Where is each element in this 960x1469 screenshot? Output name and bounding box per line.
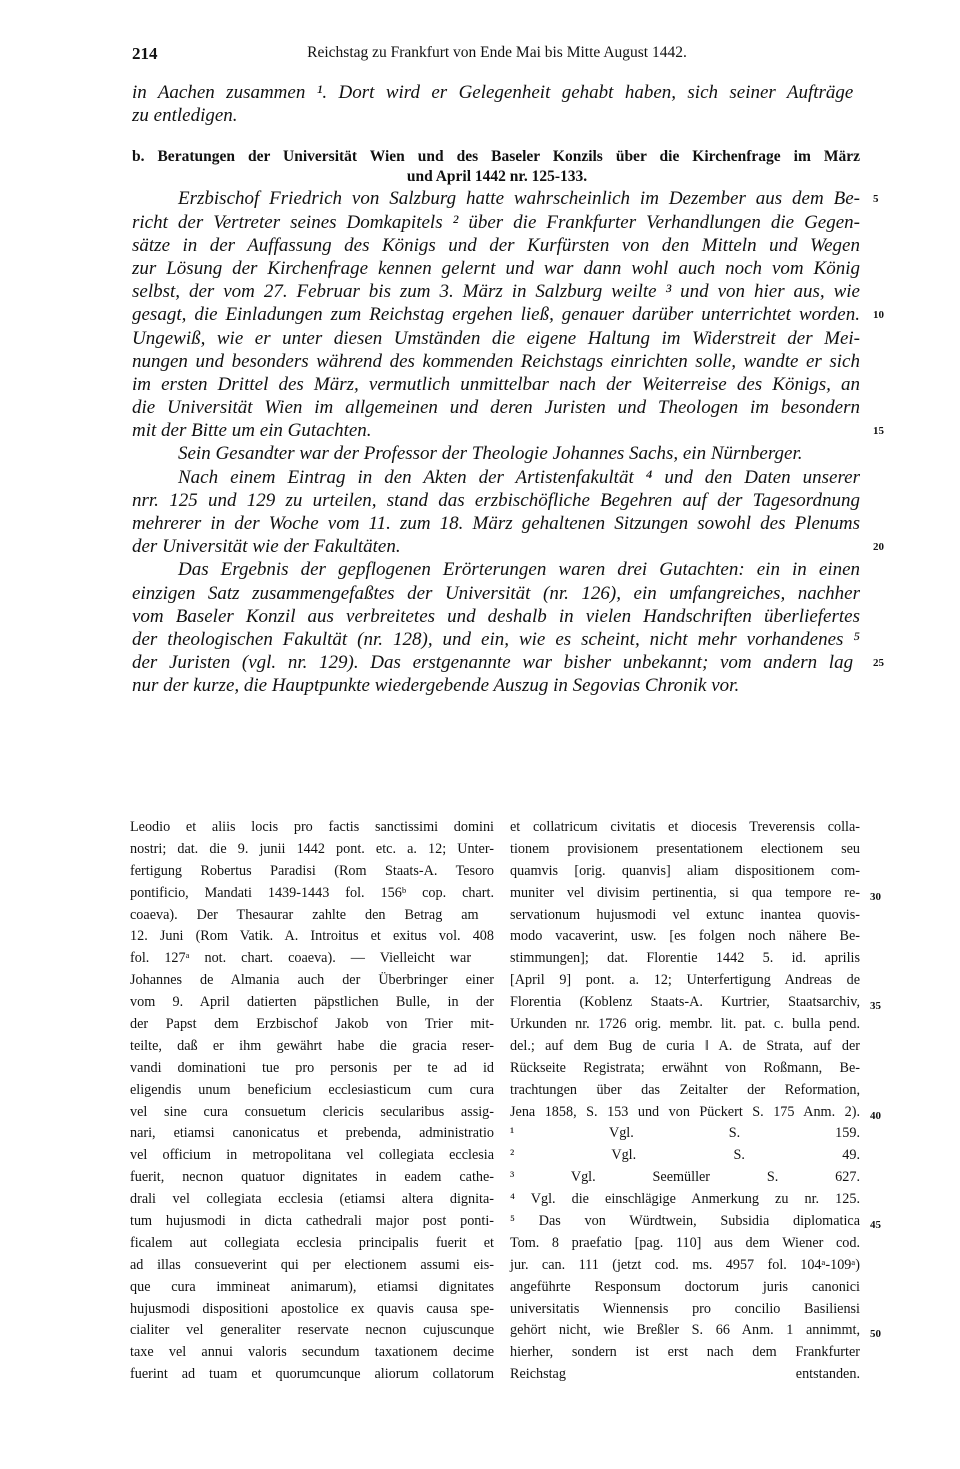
main-lines-line — [132, 535, 884, 558]
main-lines-line — [132, 104, 862, 127]
footnotes-right-line — [510, 1233, 862, 1255]
footnotes-right-line — [510, 1364, 862, 1386]
line-text: in Aachen zusammen ¹. Dort wird er Gelegenheit gehabt haben, sich seiner Aufträge — [132, 82, 854, 103]
footnotes-right-line — [510, 1255, 862, 1277]
line-text: Leodio et aliis locis pro factis sanctissimi domini — [130, 819, 494, 835]
line-text: cialiter vel generaliter reservate necnon cujuscunque — [130, 1322, 494, 1339]
line-text: quamvis [orig. quanvis] aliam dispositionem com- — [510, 862, 860, 879]
line-text: nostri; dat. die 9. junii 1442 pont. etc. a. 12; Unter- — [130, 840, 494, 857]
main-lines-line — [132, 327, 862, 350]
main-lines-line — [132, 187, 879, 210]
line-text: ⁴ Vgl. die einschlägige Anmerkung zu nr. 125. — [510, 1191, 860, 1208]
line-text: fuerint ad tuam et quorumcunque aliorum collatorum — [130, 1366, 494, 1383]
line-text: vom 9. April datierten päpstlichen Bulle, in der — [130, 994, 494, 1011]
line-text: der theologischen Fakultät (nr. 128), und ein, wie es scheint, nicht mehr vorhandenes ⁵ — [132, 628, 860, 650]
line-text: ad illas consueverint qui per electionem assumi eis- — [130, 1256, 494, 1273]
footnotes-left-line — [130, 883, 496, 905]
line-text: pontificio, Mandati 1439-1443 fol. 156ᵇ cop. chart. — [130, 884, 494, 901]
footnotes-left-line — [130, 992, 496, 1014]
line-text: hierher, sondern ist erst nach dem Frankfurter — [510, 1344, 860, 1361]
footnotes-right-line — [510, 839, 862, 861]
footnotes-left-line — [130, 1167, 496, 1189]
line-text: zur Lösung der Kirchenfrage kennen gelernt und war dann wohl auch noch vom König — [132, 257, 860, 279]
line-text: servationum hujusmodi vel extunc inantea quovis- — [510, 906, 860, 923]
line-text: stimmungen]; dat. Florentie 1442 5. id. aprilis — [510, 950, 860, 967]
footnotes-left-line — [130, 948, 496, 970]
footnotes-left-line — [130, 1080, 496, 1102]
line-text: zu entledigen. — [132, 105, 238, 127]
line-text: drali vel collegiata ecclesia (etiamsi altera dignita- — [130, 1191, 494, 1208]
line-text: Urkunden nr. 1726 orig. membr. lit. pat. c. bulla pend. — [510, 1016, 860, 1033]
page-header — [132, 44, 862, 66]
footnotes-right-line — [510, 1080, 862, 1102]
line-text: vandi dominationi tue pro personis per te ad id — [130, 1059, 494, 1076]
line-text: nrr. 125 und 129 zu urteilen, stand das erzbischöfliche Begehren auf der Tagesordnung — [132, 489, 860, 511]
running-title: Reichstag zu Frankfurt von Ende Mai bis Mitte August 1442. — [307, 44, 687, 61]
footnotes-left-line — [130, 861, 496, 883]
footnotes-left-line — [130, 1145, 496, 1167]
footnotes-left-line — [130, 1277, 496, 1299]
main-lines-line — [132, 211, 862, 234]
line-text: nur der kurze, die Hauptpunkte wiedergebende Auszug in Segovias Chronik vor. — [132, 675, 740, 697]
line-text: muniter vel divisim pertinentia, si qua tempore re- — [510, 884, 860, 901]
line-text: Reichstag entstanden. — [510, 1366, 860, 1383]
line-text: 12. Juni (Rom Vatik. A. Introitus et exitus vol. 408 — [130, 928, 494, 945]
line-text: trachtungen über das Zeitalter der Reformation, — [510, 1081, 860, 1098]
footnotes-left-column — [130, 817, 496, 1386]
line-text: taxe vel annui valoris secundum taxationem decime — [130, 1344, 494, 1361]
line-number: 40 — [870, 1109, 881, 1122]
line-number: 50 — [870, 1328, 881, 1341]
line-text: und April 1442 nr. 125-133. — [406, 168, 588, 186]
line-text: Nach einem Eintrag in den Akten der Artistenfakultät ⁴ und den Daten unserer — [178, 466, 860, 488]
footnotes-right-line — [510, 883, 881, 905]
line-text: Rückseite Registrata; erwähnt von Roßmann, Be- — [510, 1059, 860, 1076]
line-number: 45 — [870, 1219, 881, 1232]
footnotes-right-line — [510, 1036, 862, 1058]
footnotes-right-line — [510, 1145, 862, 1167]
line-text: ficalem aut collegiata ecclesia principalis fuerit et — [130, 1234, 494, 1251]
main-lines-line — [132, 674, 862, 697]
main-lines-line — [132, 582, 862, 605]
main-lines-line — [132, 396, 862, 419]
line-number: 10 — [873, 309, 884, 322]
footnotes-right-line — [510, 1342, 862, 1364]
main-lines-line — [132, 234, 862, 257]
line-number: 30 — [870, 890, 881, 903]
line-text: vel officium in metropolitana vel collegiata ecclesia — [130, 1147, 494, 1164]
line-text: Ungewiß, wie er unter diesen Umständen die eigene Haltung im Widerstreit der Mei- — [132, 327, 860, 349]
footnotes-right-line — [510, 1123, 862, 1145]
footnotes-left-line — [130, 1320, 496, 1342]
line-text: del.; auf dem Bug de curia ‖ A. de Strata, auf der — [510, 1037, 860, 1054]
footnotes-left-line — [130, 970, 496, 992]
line-text: teilte, daß er ihm gewährt habe die gracia reser- — [130, 1037, 494, 1054]
footnotes-right-line — [510, 1277, 862, 1299]
line-number: 25 — [873, 657, 884, 670]
line-number: 15 — [873, 425, 884, 438]
main-lines-line — [132, 280, 862, 303]
line-text: vom Baseler Konzil aus verbreitetes und deshalb in vielen Handschriften überliefertes — [132, 605, 860, 627]
line-text: et collatricum civitatis et diocesis Treverensis colla- — [510, 819, 860, 835]
line-text: fuerit, necnon quatuor dignitates in eadem cathe- — [130, 1169, 494, 1186]
footnotes-right-line — [510, 1320, 881, 1342]
line-text: die Universität Wien im allgemeinen und deren Juristen und Theologen im besondern — [132, 397, 860, 419]
line-text: que cura immineat animarum), etiamsi dignitates — [130, 1278, 494, 1295]
footnotes-left-line — [130, 1189, 496, 1211]
main-lines-line — [132, 147, 862, 167]
main-lines-line — [132, 373, 862, 396]
line-number: 20 — [873, 541, 884, 554]
line-text: Jena 1858, S. 153 und von Pückert S. 175 Anm. 2). — [510, 1103, 860, 1120]
main-lines-line — [132, 512, 862, 535]
main-lines-line — [132, 442, 862, 465]
line-text: gehört nicht, wie Breßler S. 66 Anm. 1 annimmt, — [510, 1322, 860, 1339]
line-text: selbst, der vom 27. Februar bis zum 3. März in Salzburg weilte ³ und von hier aus, wie — [132, 281, 860, 303]
footnotes-right-line — [510, 1102, 881, 1124]
main-lines-line — [132, 303, 884, 326]
line-text: tum hujusmodi in dicta cathedrali major post ponti- — [130, 1213, 494, 1230]
main-text — [132, 81, 884, 698]
line-text: nari, etiamsi canonicatus et prebenda, administratio — [130, 1125, 494, 1142]
footnotes-right-line — [510, 992, 881, 1014]
line-text: mehrerer in der Woche vom 11. zum 18. März gehaltenen Sitzungen sowohl des Plenums — [132, 513, 860, 534]
line-text: Sein Gesandter war der Professor der Theologie Johannes Sachs, ein Nürnberger. — [178, 443, 803, 465]
line-text: fertigung Robertus Paradisi (Rom Staats-A. Tesoro — [130, 862, 494, 879]
line-text: der Juristen (vgl. nr. 129). Das erstgenannte war bisher unbekannt; vom andern lag — [132, 652, 854, 674]
main-lines-line — [132, 81, 862, 104]
line-text: Tom. 8 praefatio [pag. 110] aus dem Wiener cod. — [510, 1234, 860, 1251]
footnotes-left-line — [130, 1123, 496, 1145]
footnotes-left-line — [130, 1364, 496, 1386]
line-number: 5 — [873, 193, 879, 206]
main-lines-line — [132, 628, 862, 651]
footnotes-left-line — [130, 1036, 496, 1058]
line-text: im ersten Drittel des März, vermutlich unmittelbar nach der Weiterreise des Königs, an — [132, 373, 860, 395]
footnotes-right-line — [510, 1058, 862, 1080]
footnotes-right-line — [510, 1211, 881, 1233]
line-text: universitatis Wiennensis pro concilio Basiliensi — [510, 1300, 860, 1317]
footnotes-left-line — [130, 1255, 496, 1277]
footnotes-left-line — [130, 1014, 496, 1036]
line-text: der Papst dem Erzbischof Jakob von Trier mit- — [130, 1016, 494, 1033]
line-text: gesagt, die Einladungen zum Reichstag ergehen ließ, genauer darüber unterrichtet worden. — [132, 304, 860, 326]
line-text: coaeva). Der Thesaurar zahlte den Betrag am — [130, 906, 479, 923]
footnotes-right-column — [510, 817, 881, 1386]
line-text: b. Beratungen der Universität Wien und des Baseler Konzils über die Kirchenfrage im März — [132, 148, 860, 166]
main-lines-line — [132, 257, 862, 280]
main-lines-line — [132, 489, 862, 512]
footnotes-left-line — [130, 926, 496, 948]
line-number: 35 — [870, 1000, 881, 1013]
footnotes-right-line — [510, 905, 862, 927]
footnotes-left-line — [130, 1102, 496, 1124]
line-text: fol. 127ᵃ not. chart. coaeva). — Vielleicht war — [130, 950, 472, 967]
line-text: mit der Bitte um ein Gutachten. — [132, 420, 372, 442]
line-text: jur. can. 111 (jetzt cod. ms. 4957 fol. 104ᵃ-109ᵃ) — [510, 1256, 860, 1273]
main-lines-line — [132, 167, 862, 187]
page-number: 214 — [132, 44, 158, 63]
line-text: [April 9] pont. a. 12; Unterfertigung Andreas de — [510, 972, 860, 989]
line-text: Johannes de Almania auch der Überbringer einer — [130, 972, 494, 989]
line-text: angeführte Responsum doctorum juris canonici — [510, 1278, 860, 1295]
footnotes-right-line — [510, 1299, 862, 1321]
footnotes-left-line — [130, 817, 496, 839]
main-lines-line — [132, 605, 862, 628]
line-text: eligendis unum beneficium ecclesiasticum cum cura — [130, 1081, 494, 1098]
footnotes-left-line — [130, 839, 496, 861]
line-text: hujusmodi dispositioni apostolice ex quavis causa spe- — [130, 1300, 494, 1317]
footnotes-right-line — [510, 970, 862, 992]
main-lines-line — [132, 466, 862, 489]
main-lines-line — [132, 558, 862, 581]
line-text: tionem provisionem presentationem electionem seu — [510, 840, 860, 857]
line-text: vel sine cura consuetum clericis secularibus assig- — [130, 1103, 494, 1120]
line-text: Erzbischof Friedrich von Salzburg hatte wahrscheinlich im Dezember aus dem Be- — [178, 188, 860, 210]
line-text: ¹ Vgl. S. 159. — [510, 1125, 860, 1142]
footnotes-left-line — [130, 1342, 496, 1364]
line-text: nungen und besonders während des kommenden Reichstags einrichten solle, wandte er sich — [132, 350, 860, 372]
main-lines-line — [132, 419, 884, 442]
line-text: einzigen Satz zusammengefaßtes der Universität (nr. 126), ein umfangreiches, nachher — [132, 582, 860, 604]
line-text: ⁵ Das von Würdtwein, Subsidia diplomatica — [510, 1213, 860, 1230]
footnotes-right-line — [510, 861, 862, 883]
footnotes-left-line — [130, 1299, 496, 1321]
line-text: ³ Vgl. Seemüller S. 627. — [510, 1169, 860, 1186]
footnotes-right-line — [510, 926, 862, 948]
footnotes-left-line — [130, 905, 496, 927]
main-lines-line — [132, 350, 862, 373]
line-text: sätze in der Auffassung des Königs und der Kurfürsten von den Mitteln und Wegen — [132, 234, 860, 256]
footnotes-left-line — [130, 1233, 496, 1255]
footnotes-right-line — [510, 1014, 862, 1036]
footnotes-right-line — [510, 1189, 862, 1211]
line-text: richt der Vertreter seines Domkapitels ² über die Frankfurter Verhandlungen die Gegen- — [132, 211, 860, 233]
footnotes-right-line — [510, 817, 862, 839]
main-lines-line — [132, 651, 884, 674]
main-lines-line — [132, 127, 862, 147]
line-text: Das Ergebnis der gepflogenen Erörterungen waren drei Gutachten: ein in einen — [178, 559, 860, 581]
footnotes-right-line — [510, 948, 862, 970]
line-text: Florentia (Koblenz Staats-A. Kurtrier, Staatsarchiv, — [510, 994, 860, 1011]
footnotes-left-line — [130, 1211, 496, 1233]
footnotes-left-line — [130, 1058, 496, 1080]
line-text: ² Vgl. S. 49. — [510, 1147, 860, 1164]
footnotes-right-line — [510, 1167, 862, 1189]
line-text: der Universität wie der Fakultäten. — [132, 536, 401, 558]
line-text: modo vacaverint, usw. [es folgen noch nähere Be- — [510, 928, 860, 945]
